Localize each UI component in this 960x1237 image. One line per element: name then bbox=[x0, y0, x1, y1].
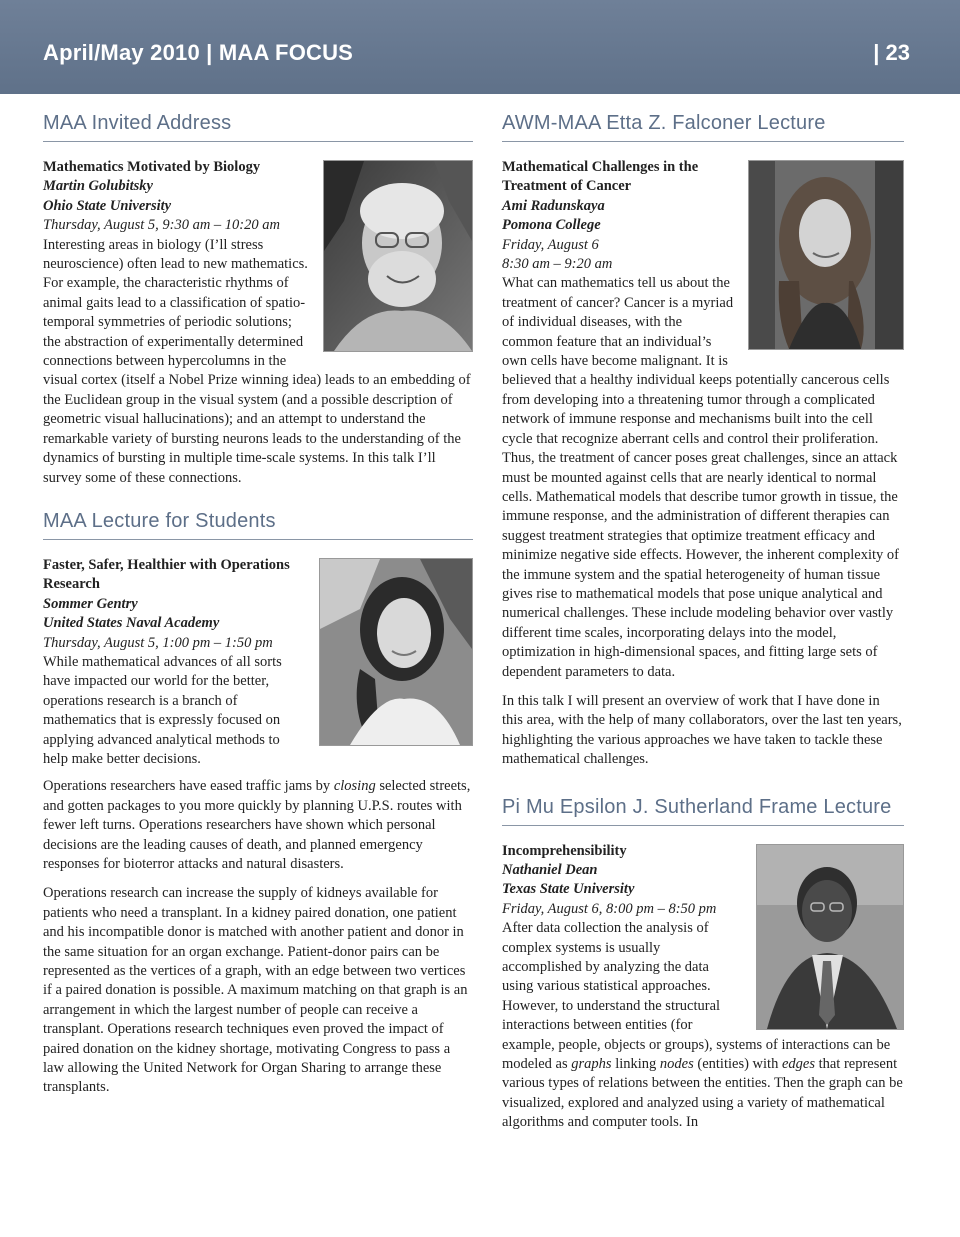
speaker-name: Ami Radunskaya bbox=[502, 197, 605, 214]
talk-block bbox=[43, 158, 473, 488]
abstract-text: In this talk I will present an overview of work that I have done in this area, with the help of many collaborators, over the last ten years, highlighting the various approaches we have taken to tackle these mathematical challenges. bbox=[502, 692, 902, 768]
affiliation: Pomona College bbox=[502, 217, 601, 234]
abstract-text: While mathematical advances of all sorts have impacted our world for the better, operations research is a branch of mathematics that is expressly focused on applying advanced analytical methods to help make better decisions. bbox=[43, 653, 282, 767]
page-header bbox=[0, 0, 960, 94]
talk-date: Friday, August 6 bbox=[502, 236, 599, 253]
speaker-name: Sommer Gentry bbox=[43, 595, 138, 612]
abstract-text: After data collection the analysis of complex systems is usually accomplished by analyzing the data using various statistical approaches. However, to understand the structural interactions between entities (for example, people, objects or groups), systems of interactions can be modeled as graphs linking nodes (entities) with edges that represent various types of relations between the entities. Then the graph can be visualized, explored and analyzed using a variety of mathematical algorithms and computer tools. In bbox=[502, 920, 903, 1131]
left-column bbox=[43, 112, 473, 1098]
talk-block bbox=[502, 158, 904, 770]
speaker-name: Martin Golubitsky bbox=[43, 178, 153, 195]
speaker-photo bbox=[748, 160, 904, 350]
talk-title: Faster, Safer, Healthier with Operations Research bbox=[43, 556, 290, 593]
section-heading: MAA Lecture for Students bbox=[43, 510, 473, 540]
affiliation: Ohio State University bbox=[43, 197, 172, 214]
section-heading: AWM-MAA Etta Z. Falconer Lecture bbox=[502, 112, 904, 142]
talk-title: Mathematics Motivated by Biology bbox=[43, 159, 261, 175]
talk-datetime: Thursday, August 5, 9:30 am – 10:20 am bbox=[43, 217, 280, 234]
talk-block bbox=[502, 842, 904, 1133]
talk-time: 8:30 am – 9:20 am bbox=[502, 256, 613, 273]
abstract-text: Interesting areas in biology (I’ll stress neuroscience) often lead to new mathematics. For example, the characteristic rhythms of animal gaits lead to a classification of spatio-temporal symmetries of periodic solutions; the abstraction of experimentally determined connections between hypercolumns in the visual cortex (itself a Nobel Prize winning idea) leads to an embedding of the Euclidean group in the visual system (and a possible description of geometric visual hallucinations); and an attempt to understand the remarkable variety of bursting neurons leads to the understanding of the dynamics of bursting in multiple time-scale systems. In this talk I’ll survey some of these connections. bbox=[43, 236, 471, 486]
speaker-photo bbox=[319, 558, 473, 746]
talk-block bbox=[43, 556, 473, 1098]
affiliation: Texas State University bbox=[502, 881, 635, 898]
section-heading: Pi Mu Epsilon J. Sutherland Frame Lecture bbox=[502, 796, 904, 826]
header-title: April/May 2010 | MAA FOCUS bbox=[43, 40, 354, 65]
talk-datetime: Friday, August 6, 8:00 pm – 8:50 pm bbox=[502, 900, 717, 917]
talk-datetime: Thursday, August 5, 1:00 pm – 1:50 pm bbox=[43, 634, 273, 651]
section-heading: MAA Invited Address bbox=[43, 112, 473, 142]
talk-title: Incomprehensibility bbox=[502, 842, 627, 859]
abstract-text: Operations researchers have eased traffic jams by closing selected streets, and gotten packages to you more quickly by planning U.P.S. routes with fewer left turns. Operations researchers have shown which personal decisions are the leading causes of death, and planned emergency responses for bioterror attacks and natural disasters. bbox=[43, 778, 471, 872]
speaker-photo bbox=[323, 160, 473, 352]
talk-title: Mathematical Challenges in the Treatment of Cancer bbox=[502, 159, 699, 195]
abstract-text: Operations research can increase the supply of kidneys available for patients who need a transplant. In a kidney paired donation, one patient and his incompatible donor is matched with another patient and donor in the same situation for an organ exchange. Patient-donor pairs can be represented as the vertices of a graph, with an edge between two vertices if a paired donation is possible. A maximum matching on that graph is an arrangement in which the largest number of people can receive a transplant. Operations research techniques even proved the impact of paired donation on the kidney shortage, motivating Congress to pass a law allowing the United Network for Organ Sharing to arrange these transplants. bbox=[43, 885, 468, 1096]
affiliation: United States Naval Academy bbox=[43, 615, 220, 632]
speaker-photo bbox=[756, 844, 904, 1030]
page-number: | 23 bbox=[873, 40, 910, 65]
right-column bbox=[502, 112, 904, 1133]
abstract-text: What can mathematics tell us about the treatment of cancer? Cancer is a myriad of individual diseases, with the common feature that an individual’s own cells have become malignant. It is believed that a healthy individual keeps potentially cancerous cells from developing into a threatening tumor through a complicated network of immune response and mechanisms built into the cell cycle that recognize aberrant cells and control their proliferation. Thus, the treatment of cancer poses great challenges, since an attack must be mounted against cells that are nearly identical to normal cells. Mathematical models that describe tumor growth in tissue, the immune response, and the administration of different therapies can suggest treatment strategies that optimize treatment efficacy and minimize negative side effects. However, the inherent complexity of the immune system and the spatial heterogeneity of human tissue gives rise to mathematical models that pose unique analytical and numerical challenges. These include modeling behavior over vastly different time scales, incorporating delays into the model, optimization in high-dimensional spaces, and fitting large sets of dependent parameters to data. bbox=[502, 275, 899, 680]
speaker-name: Nathaniel Dean bbox=[502, 862, 598, 878]
